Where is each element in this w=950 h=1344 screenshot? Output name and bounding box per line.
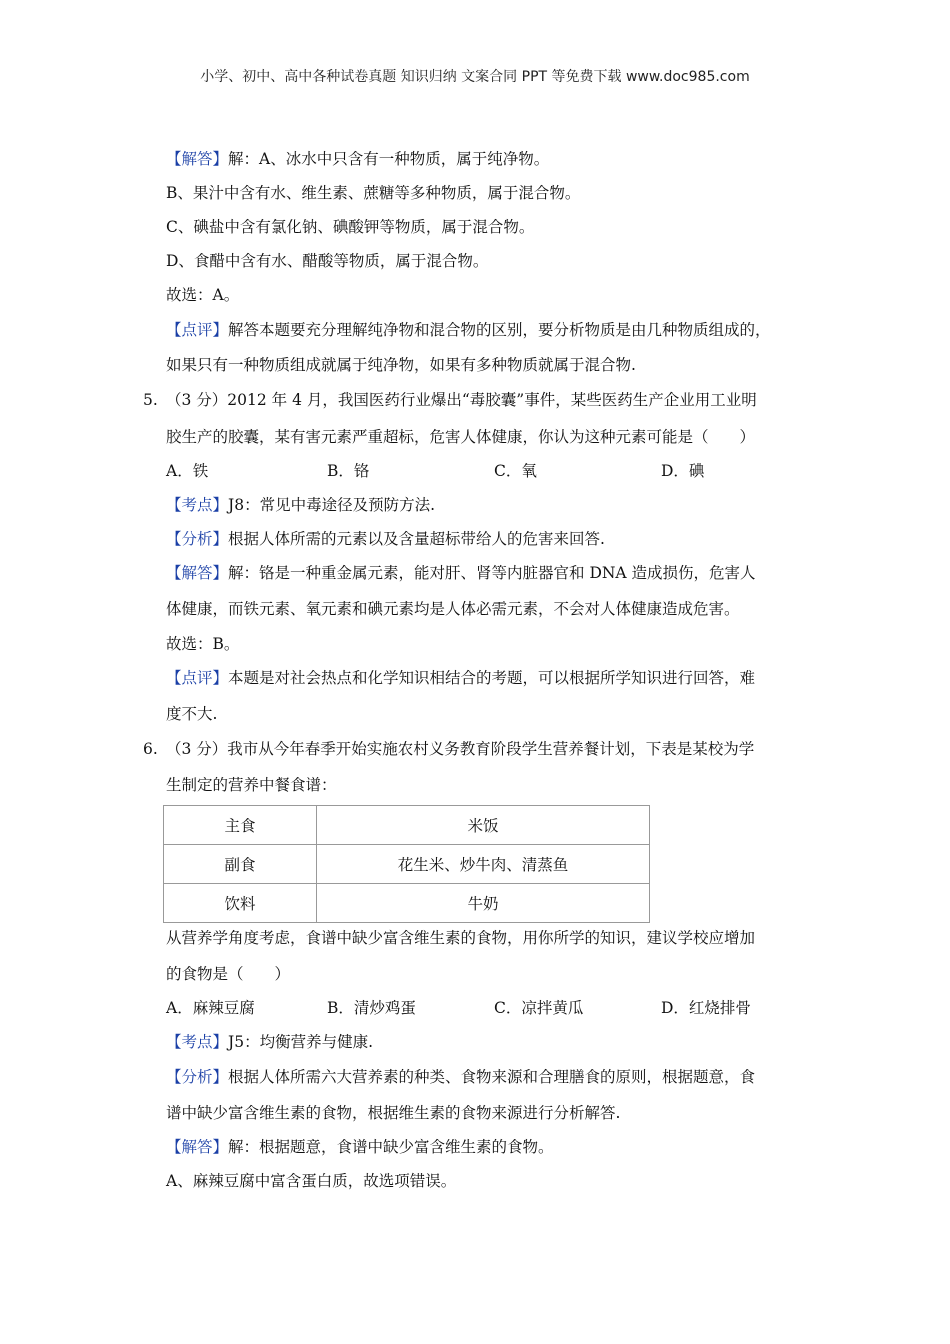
table-row xyxy=(164,884,650,923)
point-text: J5：均衡营养与健康. xyxy=(228,1033,374,1051)
q5-option-c: C．氧 xyxy=(494,462,537,480)
q5-point xyxy=(166,495,435,515)
point-tag: 【考点】 xyxy=(166,496,229,514)
q5-option-a: A．铁 xyxy=(166,462,209,480)
q5-choice: 故选：B。 xyxy=(166,635,240,653)
q5-analysis xyxy=(166,529,605,549)
q6-option-b: B．清炒鸡蛋 xyxy=(327,999,416,1017)
answer-tag: 【解答】 xyxy=(166,1138,229,1156)
q5-option-b: B．铬 xyxy=(327,462,370,480)
q4-review xyxy=(166,320,771,340)
q6-option-c: C．凉拌黄瓜 xyxy=(494,999,584,1017)
table-cell-label: 主食 xyxy=(164,806,317,845)
q5-review xyxy=(166,668,755,688)
analysis-tag: 【分析】 xyxy=(166,530,229,548)
table-cell-value: 米饭 xyxy=(317,806,650,845)
q5-stem-1: （3 分）2012 年 4 月，我国医药行业爆出“毒胶囊”事件，某些医药生产企业用工业明 xyxy=(166,391,757,409)
table-cell-label: 副食 xyxy=(164,845,317,884)
analysis-tag: 【分析】 xyxy=(166,1068,229,1086)
q5-number: 5. xyxy=(143,391,158,409)
q6-option-a: A．麻辣豆腐 xyxy=(166,999,255,1017)
table-cell-value: 花生米、炒牛肉、清蒸鱼 xyxy=(317,845,650,884)
review-text: 本题是对社会热点和化学知识相结合的考题，可以根据所学知识进行回答，难 xyxy=(228,669,756,687)
q4-line-c: C、碘盐中含有氯化钠、碘酸钾等物质，属于混合物。 xyxy=(166,218,535,236)
q4-line-b: B、果汁中含有水、维生素、蔗糖等多种物质，属于混合物。 xyxy=(166,184,581,202)
table-cell-value: 牛奶 xyxy=(317,884,650,923)
q5-answer-cont: 体健康，而铁元素、氧元素和碘元素均是人体必需元素，不会对人体健康造成危害。 xyxy=(166,600,740,618)
page-header: 小学、初中、高中各种试卷真题 知识归纳 文案合同 PPT 等免费下载 www.doc985.com xyxy=(200,69,750,85)
analysis-text: 根据人体所需的元素以及含量超标带给人的危害来回答. xyxy=(228,530,605,548)
analysis-text: 根据人体所需六大营养素的种类、食物来源和合理膳食的原则，根据题意，食 xyxy=(228,1068,756,1086)
q5-option-d: D．碘 xyxy=(661,462,705,480)
table-row xyxy=(164,845,650,884)
q6-stem-1: （3 分）我市从今年春季开始实施农村义务教育阶段学生营养餐计划，下表是某校为学 xyxy=(166,740,755,758)
table-cell-label: 饮料 xyxy=(164,884,317,923)
q6-answer xyxy=(166,1137,554,1157)
answer-text: 解：根据题意，食谱中缺少富含维生素的食物。 xyxy=(228,1138,554,1156)
menu-table xyxy=(163,805,650,923)
q6-point xyxy=(166,1032,373,1052)
answer-text: 解：铬是一种重金属元素，能对肝、肾等内脏器官和 DNA 造成损伤，危害人 xyxy=(228,564,756,582)
q5-answer xyxy=(166,563,756,583)
q4-answer xyxy=(166,149,549,169)
q4-choice: 故选：A。 xyxy=(166,286,240,304)
q5-review-cont: 度不大. xyxy=(166,705,218,723)
answer-text: 解：A、冰水中只含有一种物质，属于纯净物。 xyxy=(228,150,550,168)
q6-analysis-cont: 谱中缺少富含维生素的食物，根据维生素的食物来源进行分析解答. xyxy=(166,1104,621,1122)
answer-tag: 【解答】 xyxy=(166,564,229,582)
answer-tag: 【解答】 xyxy=(166,150,229,168)
q6-option-d: D．红烧排骨 xyxy=(661,999,751,1017)
q6-analysis xyxy=(166,1067,755,1087)
table-row xyxy=(164,806,650,845)
review-tag: 【点评】 xyxy=(166,669,229,687)
q4-review-cont: 如果只有一种物质组成就属于纯净物，如果有多种物质就属于混合物. xyxy=(166,356,636,374)
review-tag: 【点评】 xyxy=(166,321,229,339)
q6-stem-2: 生制定的营养中餐食谱： xyxy=(166,776,337,794)
q5-stem-2: 胶生产的胶囊，某有害元素严重超标，危害人体健康，你认为这种元素可能是（ ） xyxy=(166,428,756,446)
review-text: 解答本题要充分理解纯净物和混合物的区别，要分析物质是由几种物质组成的， xyxy=(228,321,771,339)
point-tag: 【考点】 xyxy=(166,1033,229,1051)
point-text: J8：常见中毒途径及预防方法. xyxy=(228,496,436,514)
q6-line-a: A、麻辣豆腐中富含蛋白质，故选项错误。 xyxy=(166,1172,457,1190)
q6-stem-4: 的食物是（ ） xyxy=(166,965,291,983)
q6-number: 6. xyxy=(143,740,158,758)
q4-line-d: D、食醋中含有水、醋酸等物质，属于混合物。 xyxy=(166,252,489,270)
q6-stem-3: 从营养学角度考虑，食谱中缺少富含维生素的食物，用你所学的知识，建议学校应增加 xyxy=(166,929,756,947)
